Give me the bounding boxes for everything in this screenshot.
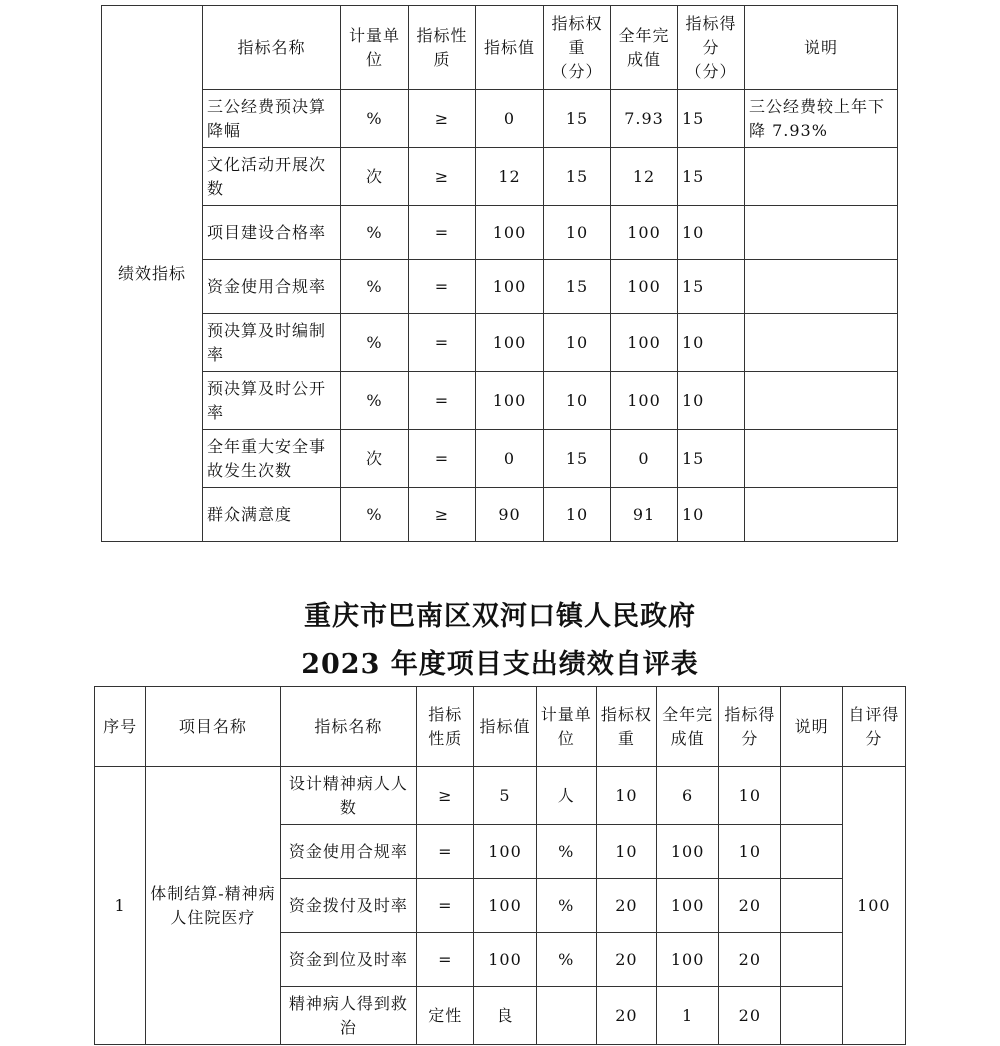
target-cell: 12 [476,148,544,206]
nature-cell: = [417,825,474,879]
header-cell: 指标名称 [280,687,417,767]
unit-cell: % [341,488,409,542]
actual-cell: 100 [611,372,678,430]
score-cell: 10 [719,825,781,879]
header-cell: 指标权重（分） [544,6,611,90]
nature-cell: ≥ [409,148,476,206]
note-cell [745,314,898,372]
score-cell: 20 [719,987,781,1045]
table-header-row [95,687,906,767]
indicator-name: 预决算及时公开率 [203,372,341,430]
table-row [102,372,898,430]
unit-cell: % [341,260,409,314]
table-row [102,90,898,148]
note-cell [745,372,898,430]
header-cell: 指标名称 [203,6,341,90]
self-score-cell: 100 [842,767,905,1045]
score-cell: 10 [678,206,745,260]
header-cell: 全年完成值 [611,6,678,90]
project-name-cell: 体制结算-精神病人住院医疗 [146,767,280,1045]
nature-cell: = [409,430,476,488]
nature-cell: = [417,879,474,933]
weight-cell: 15 [544,148,611,206]
note-cell [745,488,898,542]
weight-cell: 20 [596,987,656,1045]
indicator-name: 全年重大安全事故发生次数 [203,430,341,488]
score-cell: 15 [678,430,745,488]
note-cell [781,933,842,987]
score-cell: 20 [719,879,781,933]
target-cell: 90 [476,488,544,542]
indicator-name: 文化活动开展次数 [203,148,341,206]
score-cell: 20 [719,933,781,987]
weight-cell: 10 [544,206,611,260]
score-cell: 15 [678,90,745,148]
weight-cell: 10 [544,314,611,372]
target-cell: 100 [474,825,536,879]
table-header-row [102,6,898,90]
target-cell: 100 [476,372,544,430]
indicator-name: 精神病人得到救治 [280,987,417,1045]
actual-cell: 12 [611,148,678,206]
unit-cell: % [536,879,596,933]
score-cell: 15 [678,148,745,206]
unit-cell: % [341,206,409,260]
unit-cell [536,987,596,1045]
header-cell: 指标性质 [417,687,474,767]
note-cell [745,430,898,488]
note-cell [781,767,842,825]
nature-cell: ≥ [409,90,476,148]
indicator-name: 预决算及时编制率 [203,314,341,372]
table-row [102,314,898,372]
header-cell: 指标权重 [596,687,656,767]
score-cell: 15 [678,260,745,314]
weight-cell: 20 [596,879,656,933]
table-row [102,430,898,488]
note-cell [745,260,898,314]
nature-cell: = [409,260,476,314]
indicator-name: 设计精神病人人数 [280,767,417,825]
actual-cell: 100 [611,260,678,314]
actual-cell: 100 [657,933,719,987]
actual-cell: 0 [611,430,678,488]
indicator-name: 资金拨付及时率 [280,879,417,933]
actual-cell: 7.93 [611,90,678,148]
nature-cell: 定性 [417,987,474,1045]
nature-cell: = [417,933,474,987]
header-cell: 指标性质 [409,6,476,90]
target-cell: 100 [474,879,536,933]
header-cell: 指标得分（分） [678,6,745,90]
actual-cell: 6 [657,767,719,825]
weight-cell: 10 [544,488,611,542]
actual-cell: 91 [611,488,678,542]
weight-cell: 10 [596,825,656,879]
header-cell: 计量单位 [341,6,409,90]
score-cell: 10 [678,488,745,542]
unit-cell: % [341,372,409,430]
indicator-name: 资金到位及时率 [280,933,417,987]
nature-cell: = [409,206,476,260]
header-cell: 项目名称 [146,687,280,767]
note-cell: 三公经费较上年下降 7.93% [745,90,898,148]
score-cell: 10 [678,314,745,372]
indicator-name: 项目建设合格率 [203,206,341,260]
table-row [102,260,898,314]
unit-cell: % [536,825,596,879]
page-subtitle: 2023 年度项目支出绩效自评表 [301,649,699,680]
nature-cell: = [409,314,476,372]
score-cell: 10 [678,372,745,430]
weight-cell: 15 [544,430,611,488]
target-cell: 100 [474,933,536,987]
target-cell: 5 [474,767,536,825]
header-cell: 指标值 [474,687,536,767]
unit-cell: % [536,933,596,987]
self-evaluation-table [94,686,906,1045]
performance-indicator-table [101,5,898,542]
weight-cell: 15 [544,90,611,148]
header-cell: 全年完成值 [657,687,719,767]
actual-cell: 100 [657,879,719,933]
page-title: 重庆市巴南区双河口镇人民政府 [304,601,696,632]
nature-cell: = [409,372,476,430]
target-cell: 0 [476,430,544,488]
score-cell: 10 [719,767,781,825]
actual-cell: 1 [657,987,719,1045]
note-cell [781,879,842,933]
nature-cell: ≥ [417,767,474,825]
unit-cell: % [341,90,409,148]
section-label: 绩效指标 [102,6,203,542]
table-row [95,767,906,825]
header-cell: 说明 [745,6,898,90]
actual-cell: 100 [611,206,678,260]
header-cell: 指标得分 [719,687,781,767]
target-cell: 0 [476,90,544,148]
table-row [102,488,898,542]
indicator-name: 群众满意度 [203,488,341,542]
note-cell [745,148,898,206]
weight-cell: 10 [596,767,656,825]
note-cell [781,987,842,1045]
weight-cell: 10 [544,372,611,430]
target-cell: 100 [476,314,544,372]
unit-cell: % [341,314,409,372]
nature-cell: ≥ [409,488,476,542]
actual-cell: 100 [657,825,719,879]
note-cell [745,206,898,260]
unit-cell: 次 [341,148,409,206]
unit-cell: 次 [341,430,409,488]
target-cell: 100 [476,206,544,260]
weight-cell: 15 [544,260,611,314]
weight-cell: 20 [596,933,656,987]
indicator-name: 三公经费预决算降幅 [203,90,341,148]
seq-cell: 1 [95,767,146,1045]
indicator-name: 资金使用合规率 [280,825,417,879]
header-cell: 自评得分 [842,687,905,767]
indicator-name: 资金使用合规率 [203,260,341,314]
unit-cell: 人 [536,767,596,825]
note-cell [781,825,842,879]
target-cell: 良 [474,987,536,1045]
actual-cell: 100 [611,314,678,372]
header-cell: 序号 [95,687,146,767]
header-cell: 说明 [781,687,842,767]
header-cell: 计量单位 [536,687,596,767]
header-cell: 指标值 [476,6,544,90]
table-row [102,206,898,260]
target-cell: 100 [476,260,544,314]
table-row [102,148,898,206]
